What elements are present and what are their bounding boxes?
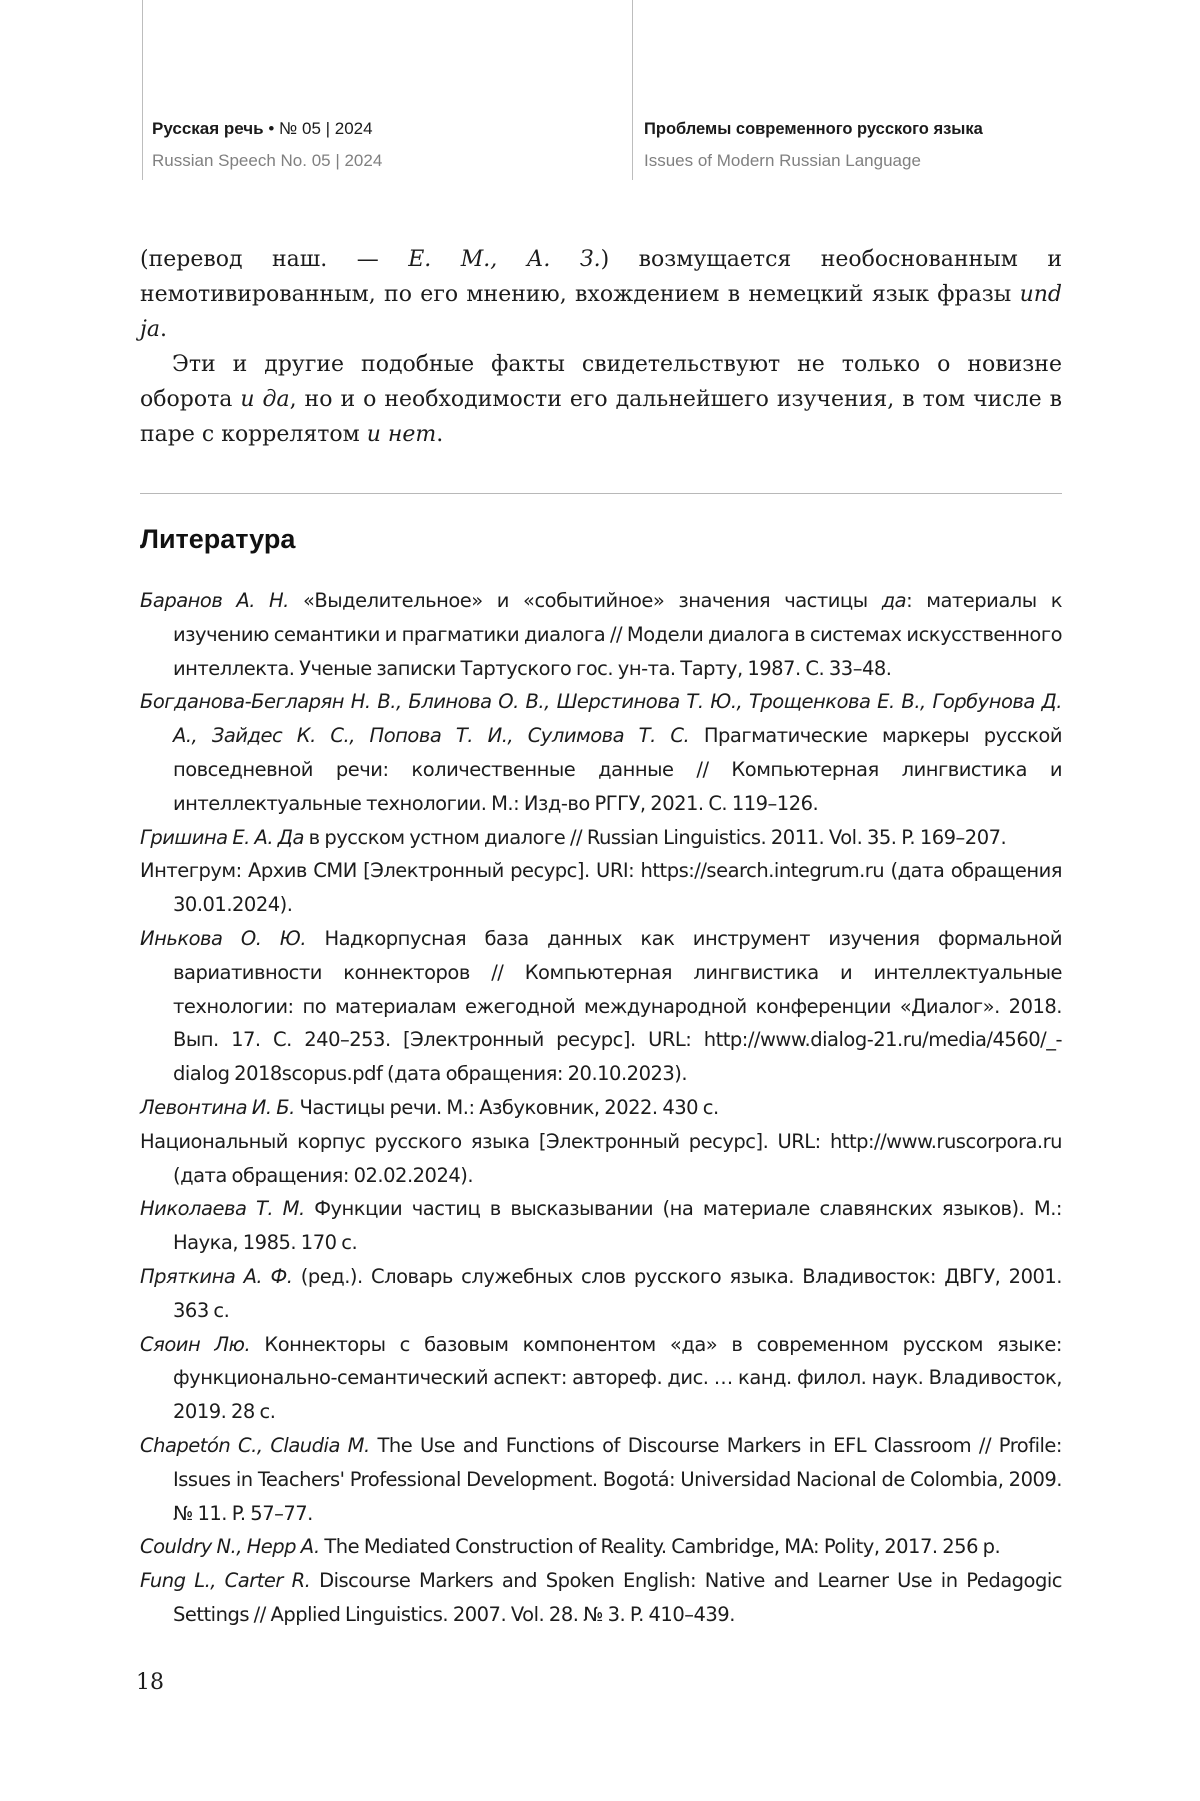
reference-item <box>140 1125 1062 1193</box>
p1-italic-phrase: und ja <box>140 282 1062 342</box>
reference-text: Функции частиц в высказывании (на материале славянских языков). М.: Наука, 1985. 170 с. <box>173 1197 1062 1255</box>
reference-text-continued: : материалы к изучению семантики и прагматики диалога // Модели диалога в системах искусственного интеллекта. Ученые записки Тартуского гос. ун-та. Тарту, 1987. С. 33–48. <box>173 589 1062 680</box>
reference-item <box>140 1091 1062 1125</box>
reference-item <box>140 1260 1062 1328</box>
reference-text: Национальный корпус русского языка [Электронный ресурс]. URL: http://www.ruscorpora.ru (дата обращения: 02.02.2024). <box>140 1129 1062 1187</box>
reference-text: The Mediated Construction of Reality. Cambridge, MA: Polity, 2017. 256 p. <box>319 1535 1001 1559</box>
reference-authors: Инькова О. Ю. <box>140 926 307 950</box>
reference-authors: Левонтина И. Б. <box>140 1095 295 1119</box>
reference-authors: Пряткина А. Ф. <box>140 1264 293 1288</box>
reference-text: Интегрум: Архив СМИ [Электронный ресурс]. URI: https://search.integrum.ru (дата обращения 30.01.2024). <box>140 859 1062 917</box>
issue-number: № 05 | 2024 <box>279 119 373 138</box>
reference-authors: Баранов А. Н. <box>140 589 289 612</box>
reference-item <box>140 1192 1062 1260</box>
reference-item <box>140 1328 1062 1429</box>
reference-text: Надкорпусная база данных как инструмент изучения формальной вариативности коннекторов // Компьютерная лингвистика и интеллектуальные технологии: по материалам ежегодной международной конференции «Диалог». 2018. Вып. 17. С. 240–253. [Электронный ресурс]. URL: http://www.dialog-21.ru/media/4560/_-dialog 2018scopus.pdf (дата обращения: 20.10.2023). <box>173 926 1062 1086</box>
paragraph-1 <box>140 242 1062 347</box>
reference-text: Коннекторы с базовым компонентом «да» в современном русском языке: функционально-семантический аспект: автореф. дис. … канд. филол. наук. Владивосток, 2019. 28 с. <box>173 1332 1062 1424</box>
reference-authors: Николаева Т. М. <box>140 1197 305 1221</box>
reference-text: «Выделительное» и «событийное» значения частицы <box>288 589 882 612</box>
reference-item <box>140 1429 1062 1530</box>
reference-authors: Гришина Е. А. Да <box>140 825 304 849</box>
p2-text-a: Эти и другие подобные факты свидетельствуют не только о новизне оборота <box>140 352 1062 412</box>
bullet: • <box>263 119 280 138</box>
page-number: 18 <box>136 1670 164 1695</box>
reference-text: Discourse Markers and Spoken English: Native and Learner Use in Pedagogic Settings // Applied Linguistics. 2007. Vol. 28. № 3. P. 410–439. <box>173 1569 1062 1626</box>
p2-text-e: . <box>436 422 444 447</box>
reference-text: Прагматические маркеры русской повседневной речи: количественные данные // Компьютерная лингвистика и интеллектуальные технологии. М.: Изд-во РГГУ, 2021. С. 119–126. <box>173 724 1062 815</box>
reference-authors: Chapetón C., Claudia M. <box>140 1433 370 1457</box>
reference-authors: Couldry N., Hepp A. <box>140 1535 320 1559</box>
reference-item <box>140 922 1062 1091</box>
body-text <box>140 242 1062 452</box>
reference-text: (ред.). Словарь служебных слов русского языка. Владивосток: ДВГУ, 2001. 363 с. <box>173 1264 1062 1322</box>
journal-title-en: Russian Speech No. 05 | 2024 <box>152 151 383 170</box>
p2-italic-b: и нет <box>366 422 437 447</box>
reference-authors: Сяоин Лю. <box>140 1332 251 1356</box>
p1-text-c: ) возмущается необоснованным и немотивированным, по его мнению, вхождением в немецкий язык фразы <box>140 247 1062 307</box>
reference-authors: Fung L., Carter R. <box>140 1569 311 1593</box>
p2-text-c: , но и о необходимости его дальнейшего изучения, в том числе в паре с коррелятом <box>140 387 1062 447</box>
reference-item <box>140 1530 1062 1564</box>
paragraph-2 <box>140 347 1062 452</box>
journal-title-ru <box>152 118 382 140</box>
p1-text-e: . <box>159 317 167 342</box>
reference-text: Частицы речи. М.: Азбуковник, 2022. 430 с. <box>294 1095 719 1119</box>
p1-text-a: (перевод наш. — <box>140 247 409 272</box>
reference-item <box>140 1564 1062 1632</box>
section-title-en: Issues of Modern Russian Language <box>644 151 921 170</box>
section-divider <box>140 493 1062 494</box>
header-right <box>644 118 983 172</box>
reference-item <box>140 685 1062 820</box>
header-divider-left <box>142 0 143 180</box>
reference-text: в русском устном диалоге // Russian Linguistics. 2011. Vol. 35. P. 169–207. <box>303 825 1007 849</box>
header-left <box>152 118 382 172</box>
journal-name: Русская речь <box>152 119 264 138</box>
reference-authors: Богданова-Бегларян Н. В., Блинова О. В., Шерстинова Т. Ю., Трощенкова Е. В., Горбунова Д. А., Зайдес К. С., Попова Т. И., Сулимова Т. С. <box>140 690 1062 748</box>
reference-item <box>140 821 1062 855</box>
reference-item <box>140 854 1062 922</box>
reference-text: The Use and Functions of Discourse Markers in EFL Classroom // Profile: Issues in Teachers' Professional Development. Bogotá: Universidad Nacional de Colombia, 2009. № 11. P. 57–77. <box>173 1433 1062 1525</box>
section-title-ru: Проблемы современного русского языка <box>644 120 983 138</box>
reference-italic: да <box>881 589 907 612</box>
p1-italic-initials: Е. М., А. З. <box>408 247 601 272</box>
p2-italic-a: и да <box>240 387 290 412</box>
reference-list <box>140 584 1062 1632</box>
header-divider-right <box>632 0 633 180</box>
reference-item <box>140 584 1062 685</box>
literature-heading: Литература <box>140 524 296 554</box>
